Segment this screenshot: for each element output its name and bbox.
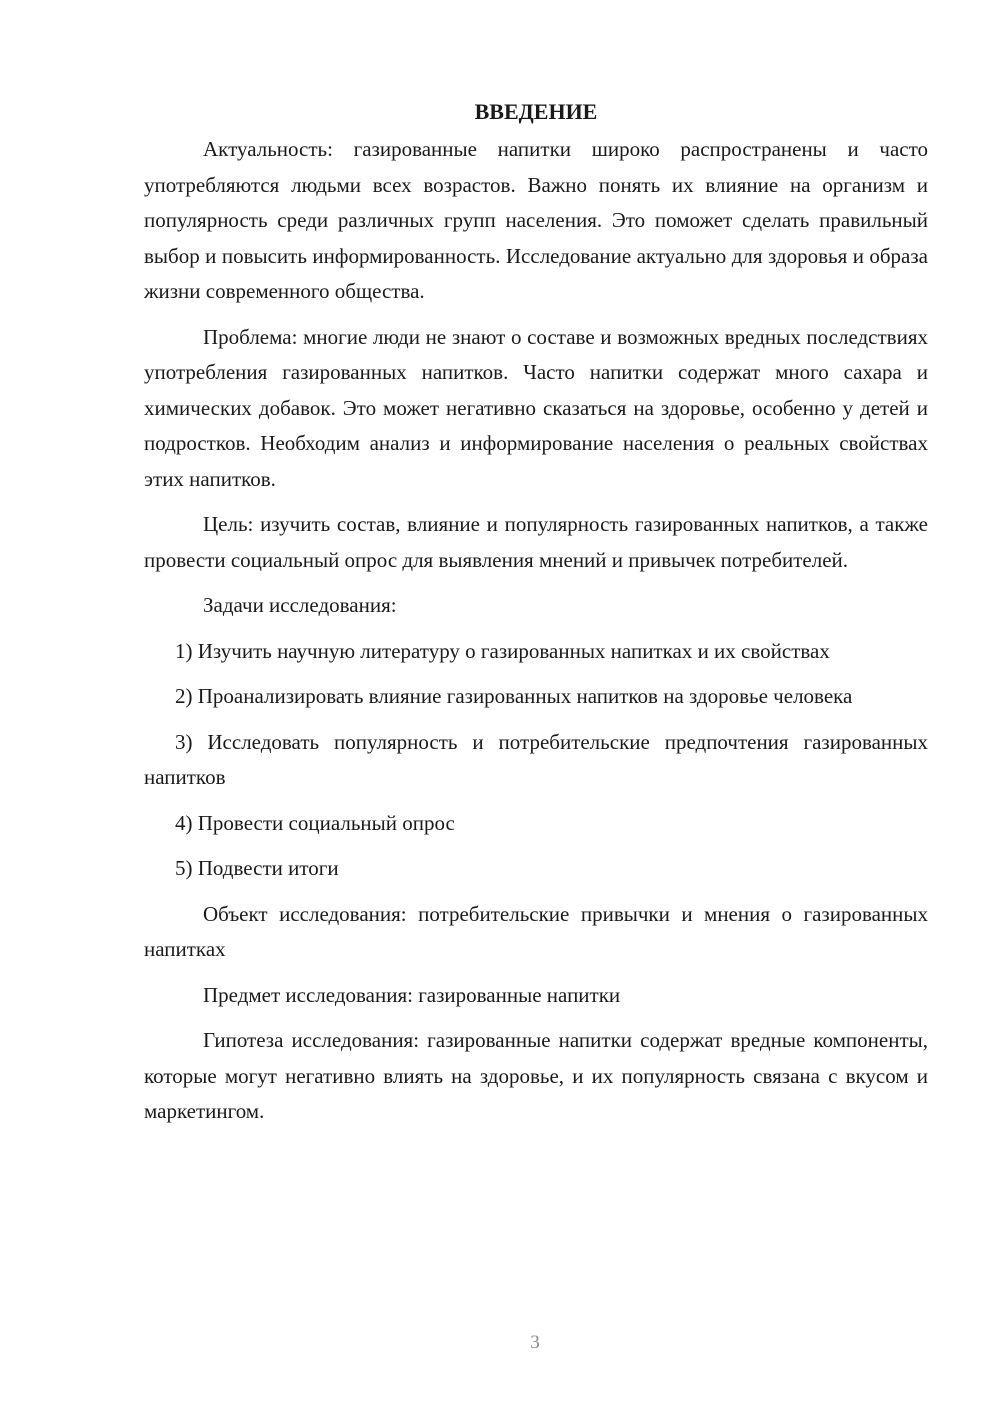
page-number: 3 [530, 1332, 540, 1353]
hypothesis-paragraph: Гипотеза исследования: газированные напитки содержат вредные компоненты, которые могут негативно влиять на здоровье, и их популярность связана с вкусом и маркетингом. [144, 1028, 928, 1123]
problem-paragraph: Проблема: многие люди не знают о составе и возможных вредных последствиях употребления газированных напитков. Часто напитки содержат много сахара и химических добавок. Это может негативно сказаться на здоровье, особенно у детей и подростков. Необходим анализ и информирование населения о реальных свойствах этих напитков. [144, 324, 928, 491]
document-page [144, 90, 928, 1320]
task-item-3: 3) Исследовать популярность и потребительские предпочтения газированных напитков [144, 729, 928, 789]
relevance-paragraph: Актуальность: газированные напитки широко распространены и часто употребляются людьми всех возрастов. Важно понять их влияние на организм и популярность среди различных групп населения. Это поможет сделать правильный выбор и повысить информированность. Исследование актуально для здоровья и образа жизни современного общества. [144, 137, 928, 303]
page-title: ВВЕДЕНИЕ [474, 99, 598, 124]
subject-paragraph: Предмет исследования: газированные напитки [203, 982, 621, 1007]
goal-paragraph: Цель: изучить состав, влияние и популярность газированных напитков, а также провести социальный опрос для выявления мнений и привычек потребителей. [144, 512, 928, 572]
object-paragraph: Объект исследования: потребительские привычки и мнения о газированных напитках [144, 901, 928, 961]
task-item-1: 1) Изучить научную литературу о газированных напитках и их свойствах [175, 638, 830, 663]
task-item-2: 2) Проанализировать влияние газированных напитков на здоровье человека [175, 684, 853, 708]
task-item-5: 5) Подвести итоги [175, 856, 339, 880]
tasks-heading: Задачи исследования: [203, 593, 397, 617]
task-item-4: 4) Провести социальный опрос [175, 810, 455, 835]
